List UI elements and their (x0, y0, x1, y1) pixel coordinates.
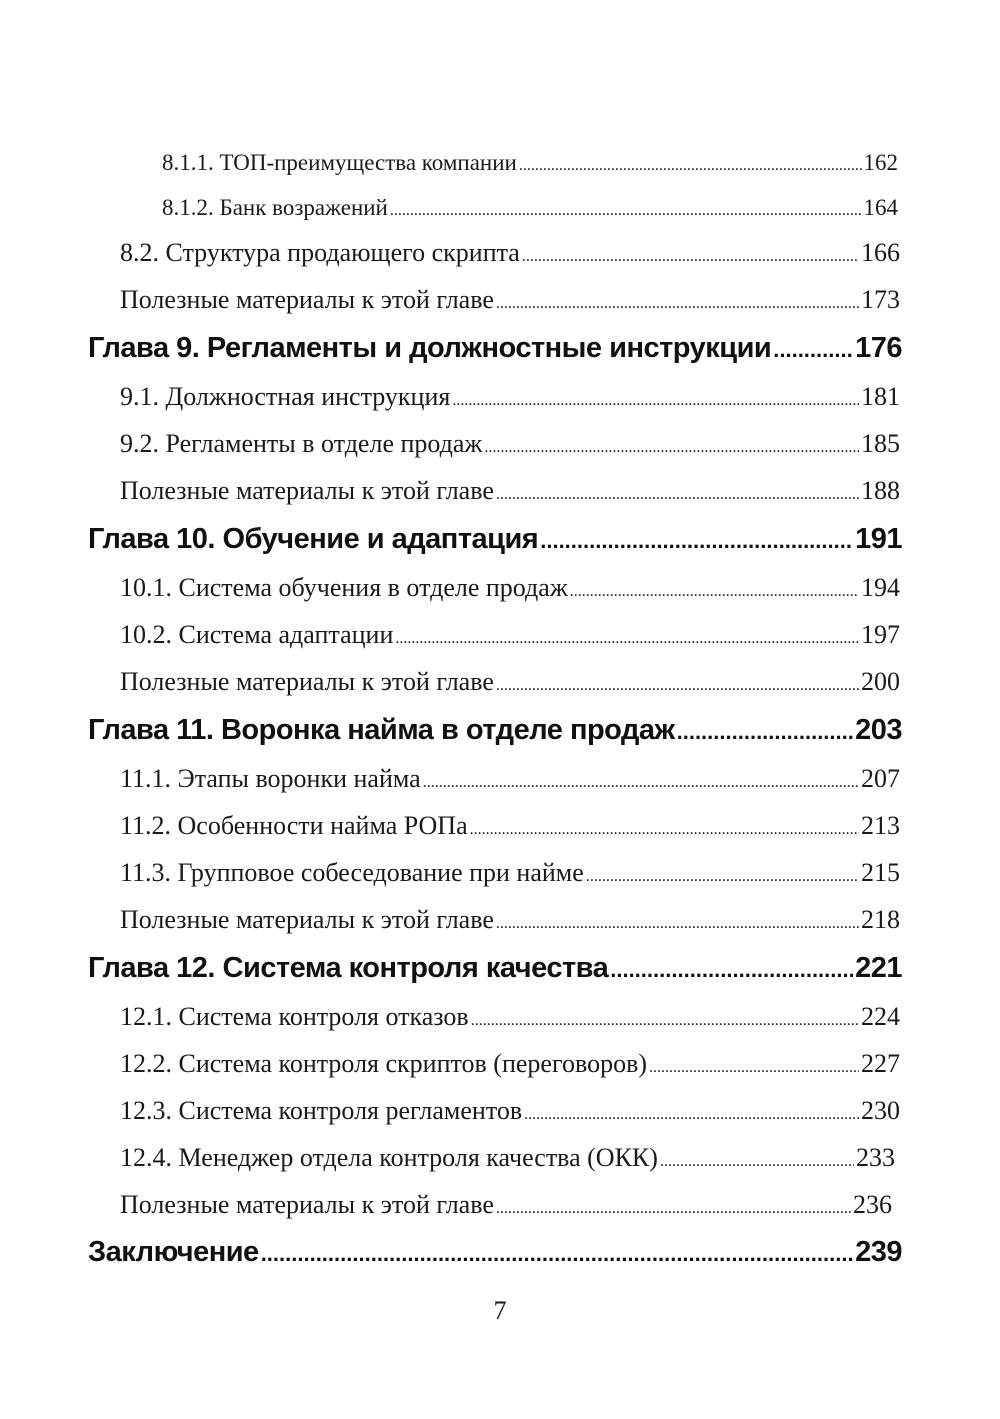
toc-entry-section (0, 382, 1000, 412)
toc-entry-page: 227 (861, 1049, 900, 1078)
toc-entry-page: 176 (855, 332, 902, 364)
dot-leader (261, 1236, 853, 1269)
toc-entry-title: Полезные материалы к этой главе (120, 667, 494, 696)
toc-entry-title: 9.1. Должностная инструкция (120, 382, 451, 411)
dot-leader (423, 764, 859, 794)
toc-entry-section (0, 811, 1000, 841)
toc-entry-section (0, 429, 1000, 459)
toc-entry-section (0, 238, 1000, 268)
toc-entry-page: 230 (861, 1096, 900, 1125)
toc-entry-page: 239 (855, 1236, 902, 1268)
toc-entry-section (0, 1096, 1000, 1126)
toc-entry-page: 224 (861, 1002, 900, 1031)
toc-entry-section (0, 667, 1000, 697)
toc-entry-title: 12.2. Система контроля скриптов (переговоров) (120, 1049, 648, 1078)
toc-entry-page: 215 (861, 858, 900, 887)
toc-entry-section (0, 764, 1000, 794)
dot-leader (773, 332, 853, 365)
toc-entry-section (0, 858, 1000, 888)
toc-entry-page: 162 (863, 150, 898, 175)
toc-entry-section (0, 573, 1000, 603)
toc-entry-section (0, 1049, 1000, 1079)
toc-entry-page: 164 (863, 195, 898, 220)
toc-entry-page: 188 (861, 476, 900, 505)
toc-entry-section (0, 476, 1000, 506)
toc-entry-title: Полезные материалы к этой главе (120, 285, 494, 314)
dot-leader (471, 1002, 859, 1032)
dot-leader (452, 382, 859, 412)
dot-leader (484, 429, 859, 459)
toc-entry-subsection (0, 195, 1000, 221)
toc-entry-subsection (0, 150, 1000, 176)
toc-entry-title: Заключение (88, 1236, 259, 1268)
toc-entry-chapter (0, 714, 1000, 747)
dot-leader (390, 195, 862, 221)
dot-leader (524, 1096, 859, 1126)
dot-leader (540, 523, 853, 556)
toc-entry-title: 11.1. Этапы воронки найма (120, 764, 421, 793)
dot-leader (649, 1049, 859, 1079)
dot-leader (470, 811, 859, 841)
toc-entry-title: 11.2. Особенности найма РОПа (120, 811, 468, 840)
dot-leader (496, 285, 859, 315)
dot-leader (496, 1190, 851, 1220)
toc-entry-page: 207 (861, 764, 900, 793)
toc-entry-page: 233 (856, 1143, 895, 1172)
toc-entry-page: 191 (855, 523, 902, 555)
toc-entry-page: 194 (861, 573, 900, 602)
toc-entry-page: 166 (861, 238, 900, 267)
toc-entry-page: 203 (855, 714, 902, 746)
toc-entry-chapter (0, 332, 1000, 365)
dot-leader (570, 573, 859, 603)
dot-leader (610, 952, 853, 985)
toc-entry-title: 11.3. Групповое собеседование при найме (120, 858, 584, 887)
toc-entry-title: 10.1. Система обучения в отделе продаж (120, 573, 568, 602)
toc-entry-section (0, 1190, 1000, 1220)
toc-entry-title: Глава 12. Система контроля качества (88, 952, 609, 984)
toc-entry-page: 185 (861, 429, 900, 458)
page-number: 7 (493, 1296, 507, 1325)
toc-entry-title: 8.1.1. ТОП-преимущества компании (162, 150, 517, 175)
dot-leader (586, 858, 859, 888)
toc-entry-section (0, 285, 1000, 315)
dot-leader (660, 1143, 854, 1173)
toc-entry-page: 218 (861, 905, 900, 934)
toc-entry-page: 213 (861, 811, 900, 840)
toc-entry-chapter (0, 523, 1000, 556)
dot-leader (519, 150, 862, 176)
toc-entry-page: 200 (861, 667, 900, 696)
toc-entry-title: 12.1. Система контроля отказов (120, 1002, 469, 1031)
toc-entry-title: 12.4. Менеджер отдела контроля качества (ОКК) (120, 1143, 658, 1172)
toc-entry-section (0, 905, 1000, 935)
toc-entry-section (0, 1002, 1000, 1032)
toc-entry-section (0, 1143, 1000, 1173)
dot-leader (677, 714, 854, 747)
toc-entry-title: Глава 9. Регламенты и должностные инструкции (88, 332, 772, 364)
toc-entry-title: Полезные материалы к этой главе (120, 476, 494, 505)
toc-entry-title: Полезные материалы к этой главе (120, 1190, 494, 1219)
toc-entry-page: 221 (855, 952, 902, 984)
toc-entry-title: Глава 10. Обучение и адаптация (88, 523, 539, 555)
toc-entry-page: 236 (853, 1190, 892, 1219)
toc-entry-title: 12.3. Система контроля регламентов (120, 1096, 523, 1125)
toc-entry-page: 197 (861, 620, 900, 649)
dot-leader (496, 476, 859, 506)
toc-entry-chapter (0, 952, 1000, 985)
toc-entry-title: Глава 11. Воронка найма в отделе продаж (88, 714, 675, 746)
toc-entry-section (0, 620, 1000, 650)
dot-leader (395, 620, 859, 650)
toc-entry-title: 8.2. Структура продающего скрипта (120, 238, 520, 267)
dot-leader (522, 238, 859, 268)
toc-entry-page: 181 (861, 382, 900, 411)
toc-entry-title: 8.1.2. Банк возражений (162, 195, 388, 220)
toc-entry-page: 173 (861, 285, 900, 314)
dot-leader (496, 905, 859, 935)
toc-entry-title: 9.2. Регламенты в отделе продаж (120, 429, 483, 458)
toc-entry-chapter (0, 1236, 1000, 1269)
toc-entry-title: 10.2. Система адаптации (120, 620, 394, 649)
toc-entry-title: Полезные материалы к этой главе (120, 905, 494, 934)
dot-leader (496, 667, 859, 697)
